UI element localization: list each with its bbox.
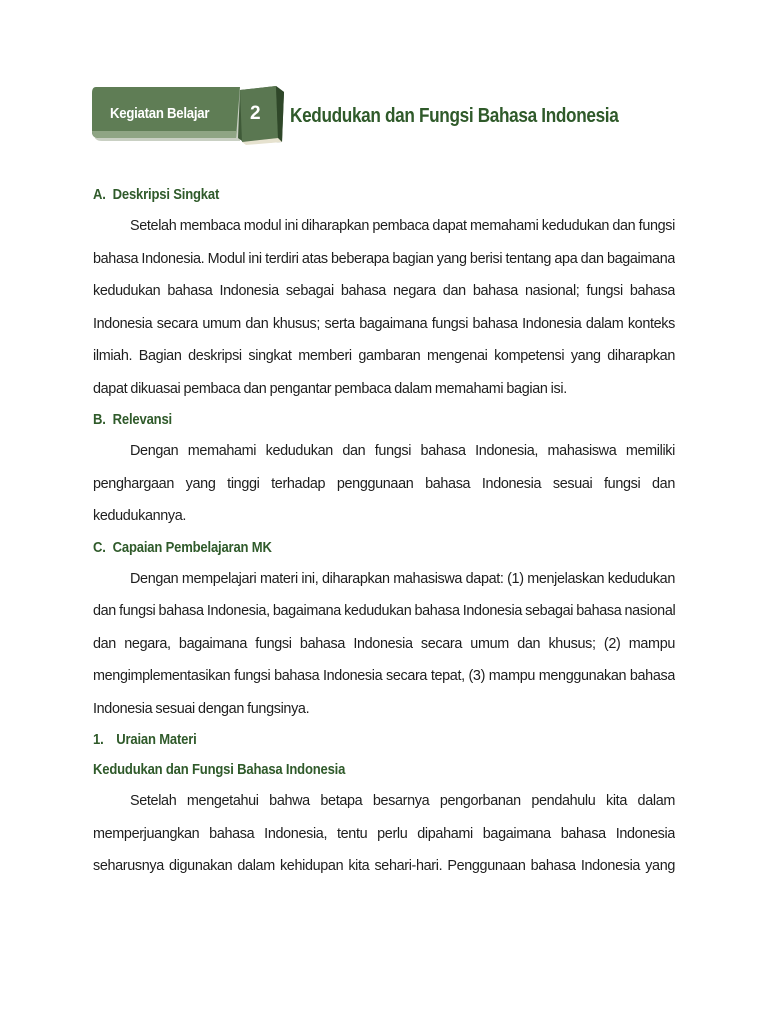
text-line: dan negara, bagaimana fungsi bahasa Indonesia secara umum dan khusus; (2) mampu [93, 635, 675, 652]
section-heading-d [93, 725, 617, 755]
text-line: Setelah membaca modul ini diharapkan pembaca dapat memahami kedudukan dan fungsi [130, 218, 675, 234]
section-number: 1. [93, 732, 104, 748]
text-line: Indonesia sesuai dengan fungsinya. [93, 700, 310, 717]
text-line: kedudukan bahasa Indonesia sebagai bahasa negara dan bahasa nasional; fungsi bahasa [93, 283, 675, 299]
text-line: mengimplementasikan fungsi bahasa Indonesia secara tepat, (3) mampu menggunakan bahasa [93, 668, 675, 684]
chapter-header [90, 84, 650, 148]
section-number: C. [93, 539, 106, 556]
text-line: Dengan memahami kedudukan dan fungsi bahasa Indonesia, mahasiswa memiliki [130, 443, 675, 459]
text-line: penghargaan yang tinggi terhadap penggunaan bahasa Indonesia sesuai fungsi dan [93, 475, 675, 492]
chapter-title: Kedudukan dan Fungsi Bahasa Indonesia [290, 105, 619, 127]
badge-number: 2 [250, 103, 261, 124]
section-title: Relevansi [112, 412, 172, 428]
paragraph-a [93, 210, 675, 405]
paragraph-b [93, 435, 675, 533]
text-line: kedudukannya. [93, 508, 187, 524]
text-line: Indonesia secara umum dan khusus; serta bagaimana fungsi bahasa Indonesia dalam konteks [93, 315, 675, 332]
paragraph-c [93, 563, 675, 726]
subsection-title: Kedudukan dan Fungsi Bahasa Indonesia [93, 762, 346, 778]
text-line: ilmiah. Bagian deskripsi singkat memberi gambaran mengenai kompetensi yang diharapkan [93, 348, 675, 364]
section-title: Capaian Pembelajaran MK [112, 539, 272, 556]
text-line: dan fungsi bahasa Indonesia, bagaimana kedudukan bahasa Indonesia sebagai bahasa nasional [93, 603, 675, 619]
section-title: Deskripsi Singkat [112, 187, 220, 203]
paragraph-e [93, 785, 675, 883]
section-title: Uraian Materi [116, 732, 197, 748]
text-line: Dengan mempelajari materi ini, diharapkan mahasiswa dapat: (1) menjelaskan kedudukan [130, 570, 675, 587]
document-body [93, 180, 675, 883]
text-line: dapat dikuasai pembaca dan pengantar pembaca dalam memahami bagian isi. [93, 380, 567, 397]
section-number: B. [93, 412, 106, 428]
text-line: Setelah mengetahui bahwa betapa besarnya pengorbanan pendahulu kita dalam [130, 793, 675, 809]
text-line: bahasa Indonesia. Modul ini terdiri atas beberapa bagian yang berisi tentang apa dan bagaimana [93, 250, 675, 267]
section-heading-b [93, 405, 617, 435]
section-heading-a [93, 180, 617, 210]
section-number: A. [93, 187, 106, 203]
badge-label: Kegiatan Belajar [110, 105, 210, 122]
subsection-heading [93, 755, 617, 785]
section-heading-c [93, 533, 617, 563]
text-line: memperjuangkan bahasa Indonesia, tentu perlu dipahami bagaimana bahasa Indonesia [93, 825, 675, 842]
text-line: seharusnya digunakan dalam kehidupan kita sehari-hari. Penggunaan bahasa Indonesia yang [93, 858, 675, 874]
